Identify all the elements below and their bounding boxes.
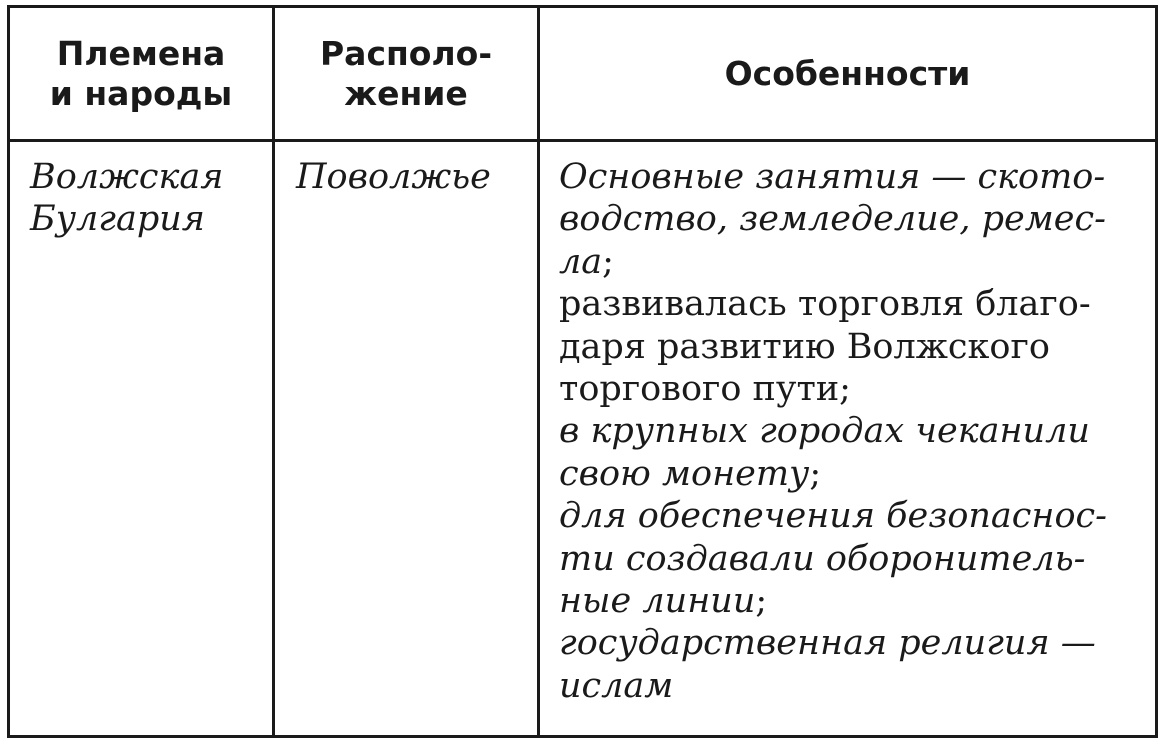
feature-text: ла (559, 241, 603, 282)
header-tribes-line: и народы (49, 73, 233, 113)
header-location (275, 8, 537, 139)
cell-features (559, 142, 1155, 707)
header-tribes (10, 8, 272, 139)
feature-line (559, 410, 1155, 452)
header-location-line: Располо- (319, 33, 493, 73)
feature-line (559, 283, 1155, 325)
feature-punctuation: ; (809, 453, 822, 494)
feature-line (559, 665, 1155, 707)
tribes-table (7, 5, 1158, 738)
feature-text: водство, земледелие, ремес- (559, 199, 1106, 240)
cell-tribe (30, 142, 268, 241)
feature-line (559, 198, 1155, 240)
feature-line (559, 156, 1155, 198)
header-location-line: жение (344, 73, 468, 113)
cell-tribe-line: Волжская (30, 157, 224, 197)
feature-line (559, 622, 1155, 664)
feature-line (559, 326, 1155, 368)
feature-text: ислам (559, 665, 674, 706)
feature-text: для обеспечения безопаснос- (559, 496, 1107, 537)
cell-location-line: Поволжье (296, 157, 491, 197)
feature-line (559, 495, 1155, 537)
header-features (540, 8, 1155, 139)
feature-text: ти создавали оборонитель- (559, 538, 1086, 579)
feature-text: в крупных городах чеканили (559, 411, 1090, 452)
feature-line (559, 580, 1155, 622)
header-tribes-line: Племена (56, 33, 226, 73)
feature-text: торгового пути; (559, 369, 851, 410)
feature-line (559, 453, 1155, 495)
feature-punctuation: ; (755, 581, 768, 622)
feature-punctuation: ; (602, 241, 614, 282)
feature-text: Основные занятия — ското- (559, 157, 1106, 197)
feature-line (559, 538, 1155, 580)
feature-text: свою монету (559, 453, 810, 494)
feature-text: даря развитию Волжского (559, 326, 1050, 367)
header-features-line: Особенности (724, 53, 971, 93)
cell-location (296, 142, 534, 198)
feature-line (559, 368, 1155, 410)
feature-text: ные линии (559, 581, 756, 622)
feature-text: развивалась торговля благо- (559, 284, 1091, 325)
feature-text: государственная религия — (559, 623, 1096, 664)
cell-tribe-line: Булгария (30, 199, 205, 240)
feature-line (559, 241, 1155, 283)
